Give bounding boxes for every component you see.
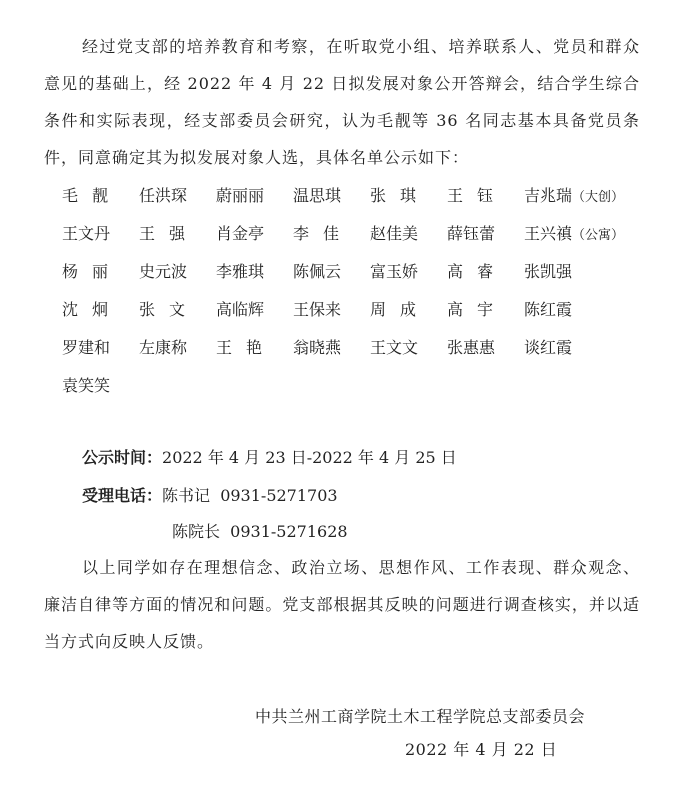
candidate-name-text: 张惠惠 (447, 337, 496, 357)
candidate-name (447, 297, 524, 320)
candidate-name (216, 221, 293, 244)
candidate-name (62, 335, 139, 358)
candidate-name-text: 毛靓 (62, 185, 123, 205)
candidate-name-text: 温思琪 (293, 185, 342, 205)
candidate-name (447, 259, 524, 282)
candidate-name-text: 蔚丽丽 (216, 185, 265, 205)
candidate-name (524, 221, 625, 244)
signature-date: 2022 年 4 月 22 日 (405, 740, 558, 759)
candidate-name (293, 335, 370, 358)
candidate-name-text: 王强 (139, 223, 200, 243)
candidate-name (447, 335, 524, 358)
candidate-name-text: 赵佳美 (370, 223, 419, 243)
candidate-name-text: 高睿 (447, 261, 508, 281)
contact-phone-line-1: 陈书记 0931-5271703 (162, 486, 338, 505)
candidate-name-text: 周成 (370, 299, 431, 319)
candidate-name (139, 221, 216, 244)
candidate-name-text: 高临辉 (216, 299, 265, 319)
candidate-name-text: 杨丽 (62, 261, 123, 281)
candidate-name-text: 任洪琛 (139, 185, 188, 205)
candidate-name (524, 297, 601, 320)
candidate-name (216, 259, 293, 282)
signature-organization: 中共兰州工商学院土木工程学院总支部委员会 (255, 707, 586, 726)
name-row (62, 365, 662, 403)
candidate-name (62, 373, 139, 396)
candidate-name-text: 王钰 (447, 185, 508, 205)
name-row (62, 213, 662, 251)
name-row (62, 327, 662, 365)
candidate-name (370, 221, 447, 244)
notice-time-label: 公示时间： (82, 448, 163, 467)
candidate-name-text: 张凯强 (524, 261, 573, 281)
candidate-name (370, 297, 447, 320)
contact-phone-line-2: 陈院长 0931-5271628 (172, 522, 348, 541)
name-row (62, 251, 662, 289)
candidate-name-text: 罗建和 (62, 337, 111, 357)
candidate-note: （公寓） (572, 227, 625, 243)
closing-paragraph: 以上同学如存在理想信念、政治立场、思想作风、工作表现、群众观念、廉洁自律等方面的情况和问题。党支部根据其反映的问题进行调查核实，并以适当方式向反映人反馈。 (44, 558, 640, 651)
candidate-name-text: 陈红霞 (524, 299, 573, 319)
candidate-name-text: 谈红霞 (524, 337, 573, 357)
candidate-name-text: 张文 (139, 299, 200, 319)
candidate-name (370, 335, 447, 358)
candidate-name (524, 335, 601, 358)
candidate-name (524, 183, 625, 206)
candidate-name-text: 左康称 (139, 337, 188, 357)
candidate-name (62, 297, 139, 320)
candidate-name (62, 183, 139, 206)
candidate-name (216, 335, 293, 358)
candidate-name-text: 陈佩云 (293, 261, 342, 281)
notice-time (82, 445, 457, 468)
candidate-name (62, 259, 139, 282)
candidate-name (293, 221, 370, 244)
candidate-name (293, 259, 370, 282)
candidate-name (447, 221, 524, 244)
candidate-name (62, 221, 139, 244)
candidate-name-text: 王兴禛 (524, 223, 573, 243)
intro-paragraph: 经过党支部的培养教育和考察，在听取党小组、培养联系人、党员和群众意见的基础上，经 2022 年 4 月 22 日拟发展对象公开答辩会，结合学生综合条件和实际表现，经支部委员会研究，认为毛靓等 36 名同志基本具备党员条件，同意确定其为拟发展对象人选，具体名单公示如下： (44, 37, 640, 167)
name-row (62, 175, 662, 213)
candidate-name-text: 张琪 (370, 185, 431, 205)
name-row (62, 289, 662, 327)
candidate-name-text: 吉兆瑞 (524, 185, 573, 205)
contact-phone-label: 受理电话： (82, 486, 163, 505)
candidate-name (293, 297, 370, 320)
candidate-name (139, 259, 216, 282)
candidate-name (524, 259, 601, 282)
candidate-name-text: 富玉娇 (370, 261, 419, 281)
candidate-name (370, 259, 447, 282)
candidate-name-text: 史元波 (139, 261, 188, 281)
candidate-name (216, 183, 293, 206)
candidate-name-text: 袁笑笑 (62, 375, 111, 395)
contact-phone (82, 483, 338, 506)
candidate-name (293, 183, 370, 206)
candidate-name-text: 王艳 (216, 337, 277, 357)
candidate-name (370, 183, 447, 206)
candidate-name-text: 肖金亭 (216, 223, 265, 243)
candidate-name-text: 薛钰蕾 (447, 223, 496, 243)
candidate-name (139, 335, 216, 358)
candidate-name (216, 297, 293, 320)
candidate-name-text: 翁晓燕 (293, 337, 342, 357)
candidate-note: （大创） (572, 189, 625, 205)
candidate-name-text: 沈炯 (62, 299, 123, 319)
candidate-name-text: 李雅琪 (216, 261, 265, 281)
candidate-name (139, 183, 216, 206)
candidate-name-text: 王保来 (293, 299, 342, 319)
candidate-name-list (62, 175, 662, 403)
candidate-name (139, 297, 216, 320)
candidate-name-text: 高宇 (447, 299, 508, 319)
candidate-name-text: 王文文 (370, 337, 419, 357)
notice-time-value: 2022 年 4 月 23 日-2022 年 4 月 25 日 (162, 448, 457, 467)
candidate-name-text: 李佳 (293, 223, 354, 243)
candidate-name (447, 183, 524, 206)
candidate-name-text: 王文丹 (62, 223, 111, 243)
